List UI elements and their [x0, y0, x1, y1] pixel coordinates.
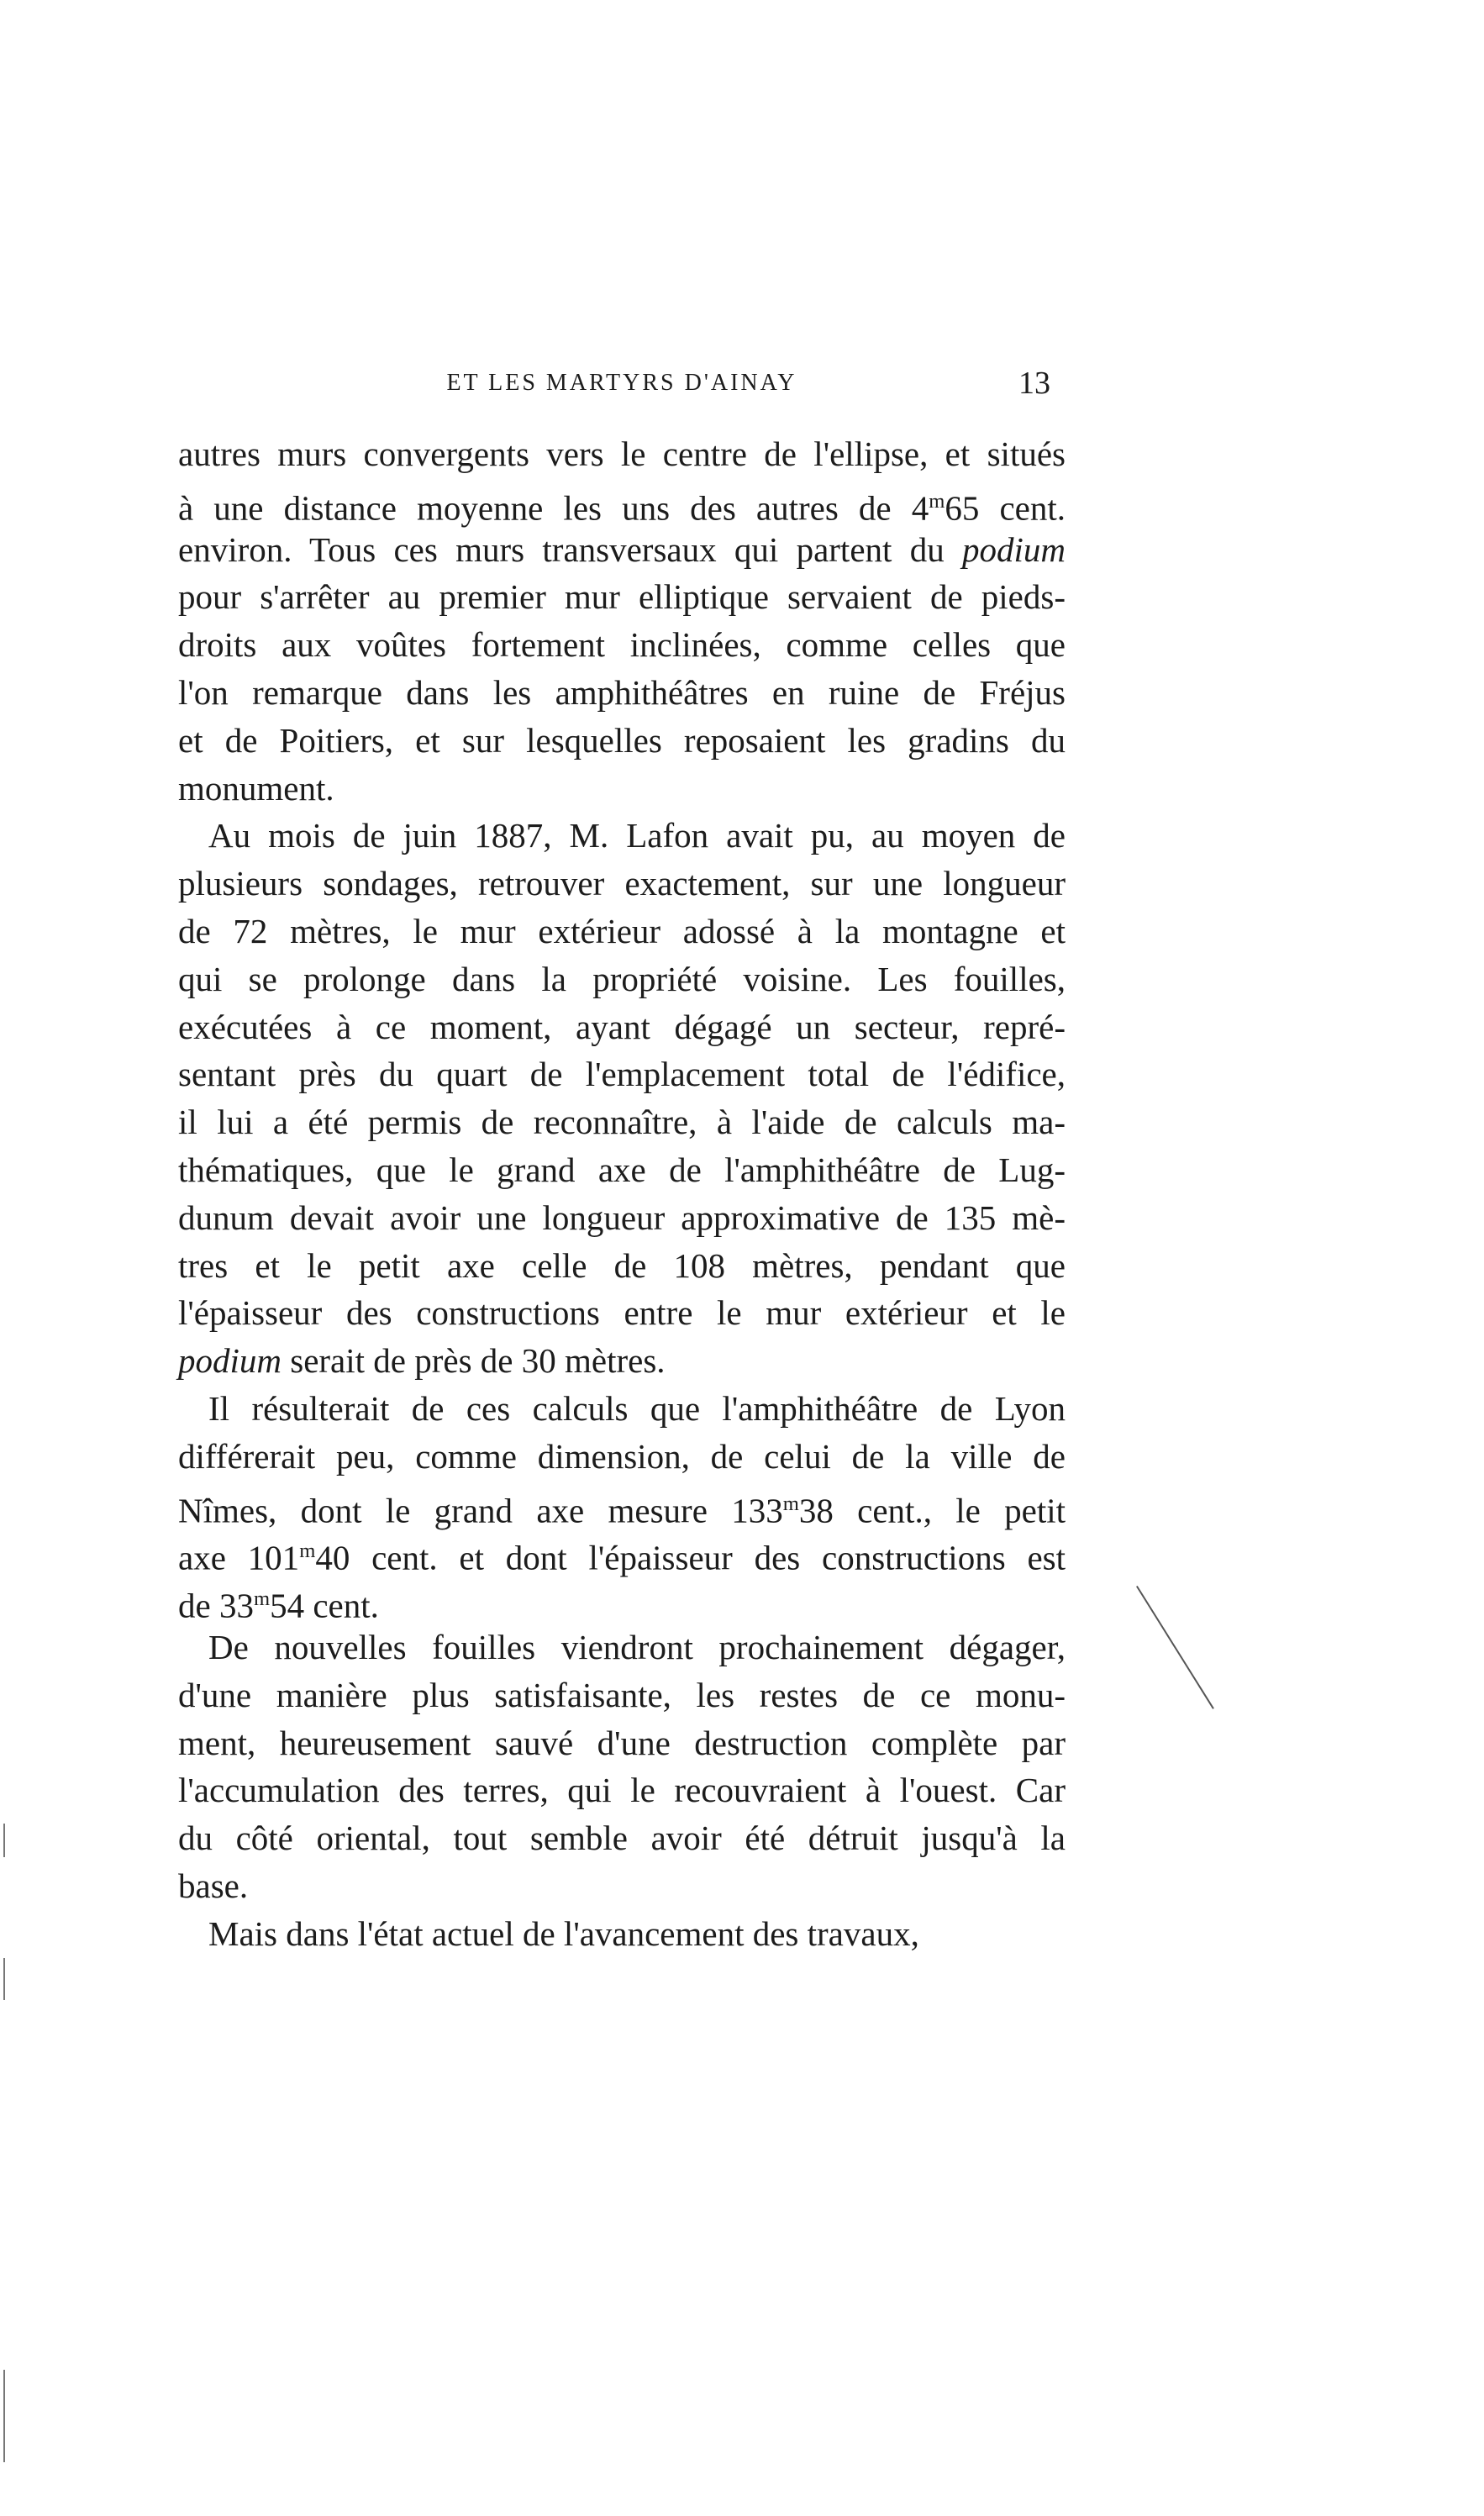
paragraph: [178, 1910, 1066, 1958]
edge-scan-mark: [3, 2370, 5, 2462]
text-line: axe 101$^m$40 cent. et dont l'épaisseur des constructions est: [178, 1538, 1066, 1577]
edge-scan-mark: [3, 1958, 5, 2000]
text-line: du côté oriental, tout semble avoir été détruit jusqu'à la: [178, 1819, 1066, 1858]
edge-scan-mark: [3, 1824, 5, 1857]
text-line: exécutées à ce moment, ayant dégagé un secteur, repré-: [178, 1007, 1066, 1046]
text-line: autres murs convergents vers le centre de l'ellipse, et situés: [178, 434, 1066, 473]
text-line: d'une manière plus satisfaisante, les restes de ce monu-: [178, 1675, 1066, 1714]
text-line: à une distance moyenne les uns des autres de 4$^m$65 cent.: [178, 488, 1066, 528]
text-line: podium serait de près de 30 mètres.: [178, 1341, 666, 1381]
text-line: Au mois de juin 1887, M. Lafon avait pu, au moyen de: [208, 816, 1066, 855]
paragraph: [178, 812, 1066, 1385]
text-line: de 72 mètres, le mur extérieur adossé à la montagne et: [178, 911, 1066, 950]
text-line: droits aux voûtes fortement inclinées, comme celles que: [178, 625, 1066, 665]
text-line: l'accumulation des terres, qui le recouvraient à l'ouest. Car: [178, 1771, 1066, 1810]
text-line: Il résulterait de ces calculs que l'amphithéâtre de Lyon: [208, 1388, 1066, 1428]
text-line: dunum devait avoir une longueur approximative de 135 mè-: [178, 1197, 1066, 1237]
text-line: base.: [178, 1866, 249, 1905]
margin-pencil-mark: [1136, 1586, 1214, 1709]
text-line: il lui a été permis de reconnaître, à l'aide de calculs ma-: [178, 1103, 1066, 1142]
text-line: environ. Tous ces murs transversaux qui partent du podium: [178, 529, 1066, 569]
text-line: qui se prolonge dans la propriété voisine. Les fouilles,: [178, 959, 1066, 998]
page-number: 13: [1018, 366, 1050, 401]
text-line: Mais dans l'état actuel de l'avancement des travaux,: [208, 1913, 919, 1953]
paragraph: [178, 430, 1066, 812]
text-line: différerait peu, comme dimension, de celui de la ville de: [178, 1436, 1066, 1476]
running-head: ET LES MARTYRS D'AINAY: [446, 370, 797, 396]
paragraph: [178, 1624, 1066, 1910]
text-line: monument.: [178, 768, 334, 808]
text-line: Nîmes, dont le grand axe mesure 133$^m$38 cent., le petit: [178, 1491, 1066, 1530]
text-line: pour s'arrêter au premier mur elliptique servaient de pieds-: [178, 577, 1066, 617]
text-line: l'on remarque dans les amphithéâtres en ruine de Fréjus: [178, 672, 1066, 712]
body-text: [178, 430, 1066, 1958]
text-line: de 33$^m$54 cent.: [178, 1586, 379, 1625]
page-header: [176, 361, 1067, 412]
text-line: thématiques, que le grand axe de l'amphithéâtre de Lug-: [178, 1150, 1066, 1189]
text-line: De nouvelles fouilles viendront prochainement dégager,: [208, 1627, 1066, 1666]
text-line: tres et le petit axe celle de 108 mètres, pendant que: [178, 1245, 1066, 1285]
text-line: sentant près du quart de l'emplacement total de l'édifice,: [178, 1055, 1066, 1094]
text-line: ment, heureusement sauvé d'une destruction complète par: [178, 1723, 1066, 1762]
paragraph: [178, 1385, 1066, 1624]
text-line: et de Poitiers, et sur lesquelles reposaient les gradins du: [178, 720, 1066, 760]
text-line: l'épaisseur des constructions entre le mur extérieur et le: [178, 1293, 1066, 1333]
text-line: plusieurs sondages, retrouver exactement, sur une longueur: [178, 864, 1066, 903]
